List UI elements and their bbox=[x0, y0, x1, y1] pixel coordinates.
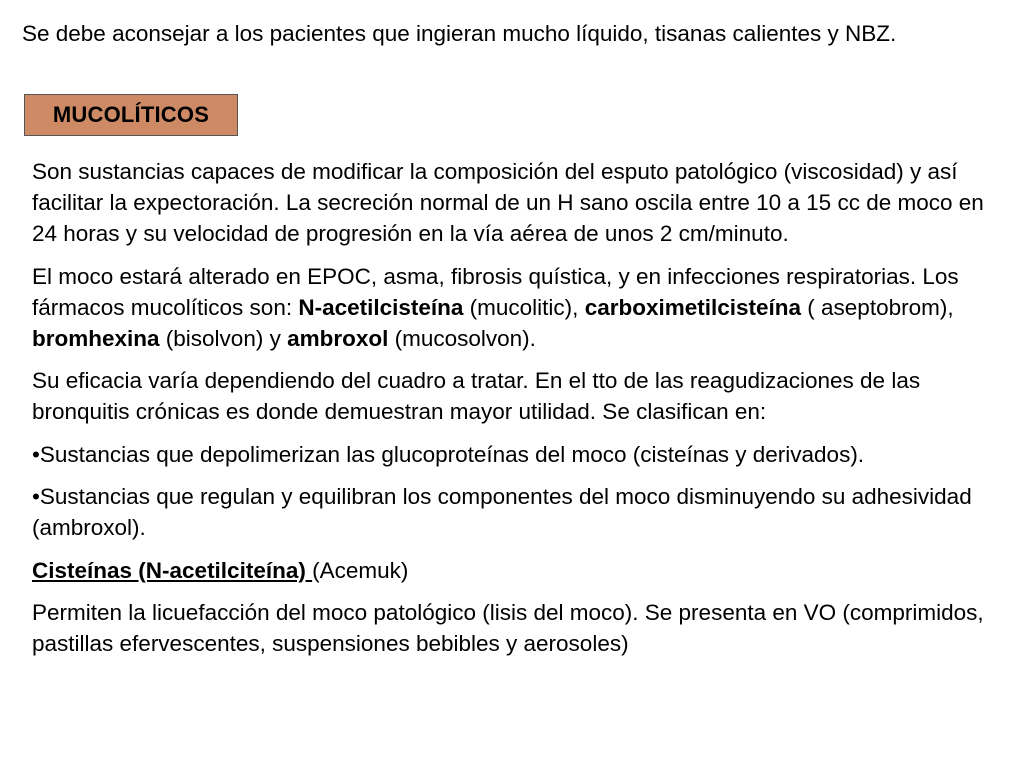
definition-paragraph: Son sustancias capaces de modificar la composición del esputo patológico (viscosidad) y así facilitar la expectoración. La secreción normal de un H sano oscila entre 10 a 15 cc de moco en 24 horas y su velocidad de progresión en la vía aérea de unos 2 cm/minuto. bbox=[32, 159, 984, 246]
cisteinas-title: Cisteínas (N-acetilciteína) bbox=[32, 557, 313, 583]
slide-body bbox=[32, 156, 1007, 671]
altered-mucus-paragraph bbox=[32, 261, 1007, 354]
altered-text-1: El moco estará alterado en EPOC, asma, fibrosis quística, y en infecciones respiratorias. Los fármacos mucolíticos son: bbox=[32, 263, 959, 320]
intro-text: Se debe aconsejar a los pacientes que ingieran mucho líquido, tisanas calientes y NBZ. bbox=[22, 21, 897, 46]
bullet-item: •Sustancias que regulan y equilibran los componentes del moco disminuyendo su adhesividad (ambroxol). bbox=[32, 484, 972, 540]
altered-text-4: (bisolvon) y bbox=[159, 325, 288, 351]
altered-text-2: (mucolitic), bbox=[463, 294, 585, 320]
drug-bromhexina: bromhexina bbox=[32, 325, 160, 351]
final-paragraph: Permiten la licuefacción del moco patológico (lisis del moco). Se presenta en VO (comprimidos, pastillas efervescentes, suspensiones bebibles y aerosoles) bbox=[32, 600, 984, 656]
bullet-item: •Sustancias que depolimerizan las glucoproteínas del moco (cisteínas y derivados). bbox=[32, 441, 865, 467]
drug-n-acetilcisteina: N-acetilcisteína bbox=[298, 294, 464, 320]
drug-ambroxol: ambroxol bbox=[287, 325, 389, 351]
cisteinas-brand: (Acemuk) bbox=[312, 557, 409, 583]
altered-text-5: (mucosolvon). bbox=[388, 325, 536, 351]
drug-carboximetilcisteina: carboximetilcisteína bbox=[584, 294, 802, 320]
altered-text-3: ( aseptobrom), bbox=[801, 294, 954, 320]
efficacy-paragraph: Su eficacia varía dependiendo del cuadro a tratar. En el tto de las reagudizaciones de las bronquitis crónicas es donde demuestran mayor utilidad. Se clasifican en: bbox=[32, 368, 921, 424]
section-heading: MUCOLÍTICOS bbox=[24, 94, 238, 136]
cisteinas-heading bbox=[32, 555, 1007, 586]
